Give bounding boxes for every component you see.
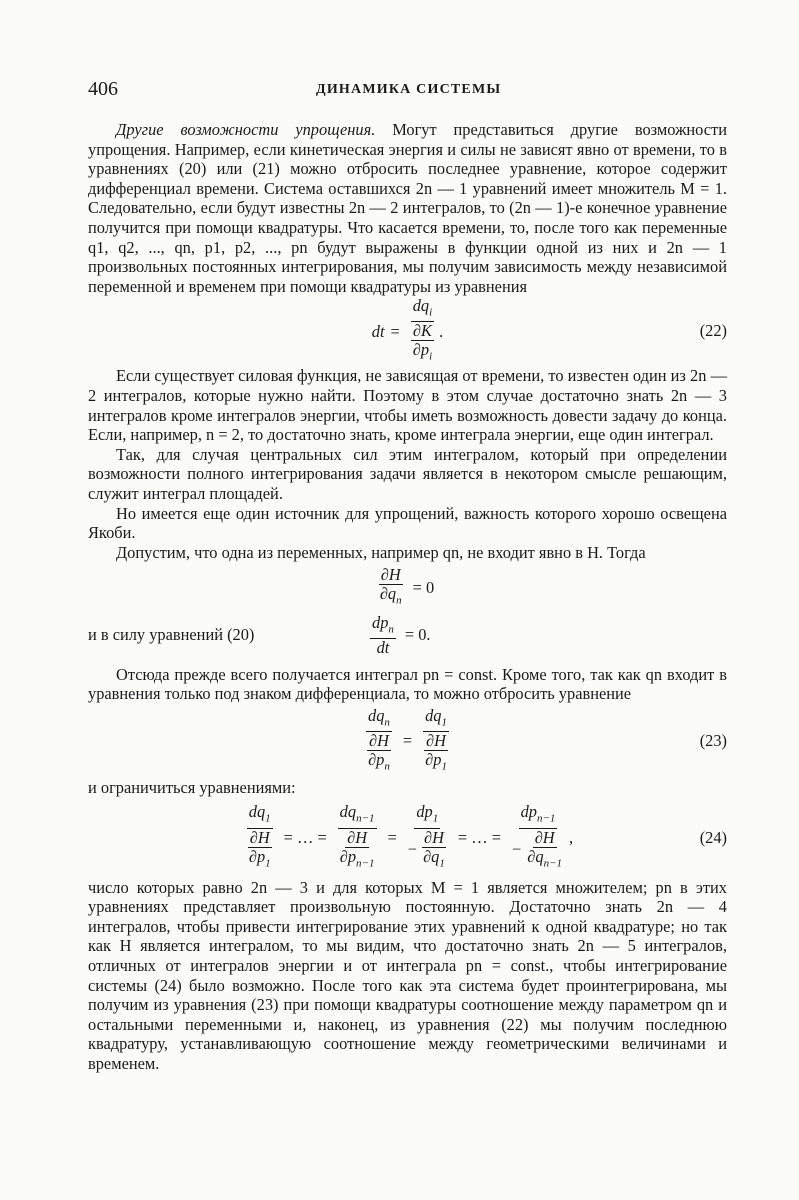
equation-dH-dqn: $\frac{\partial H}{\partial q_n}$ = 0 [379,565,435,607]
paragraph-4: Но имеется еще один источник для упрощений, важность которого хорошо освещена Якоби. [88,503,727,543]
paragraph-7: Отсюда прежде всего получается интеграл pn = const. Кроме того, так как qn входит в уравнения только под знаком дифференциала, то можно отбросить уравнение [88,664,727,704]
paragraph-2: Если существует силовая функция, не зависящая от времени, то известен один из 2n — 2 интегралов, которые нужно найти. Поэтому в этом случае достаточно знать 2n — 3 интегралов кроме интегралов энергии, чтобы иметь возможность довести задачу до конца. Если, например, n = 2, то достаточно знать, кроме интеграла энергии, еще один интеграл. [88,366,727,445]
equation-24: $\frac{dq_1}{\frac{\partial H}{\partial p_1}}$ = … = $\frac{dq_{n-1}}{\frac{\partial H}{\partial p_{n-1}}}$ = $dp_1$ − $\frac{\partial H}{\partial q_1}$ = … = $dp_{n-1}$ − $\frac{\partial H}{\partial q_{n-1}}$ , (24) [248,802,727,869]
page-body [88,120,727,1074]
page-number: 406 [88,78,118,100]
paragraph-lead: Другие возможности упрощения. [116,120,376,139]
equation-23: $\frac{dq_n}{\frac{\partial H}{\partial p_n}}$ = $\frac{dq_1}{\frac{\partial H}{\partial p_1}}$ (23) [368,705,727,773]
paragraph-8: и ограничиться уравнениями: [88,778,296,798]
equation-label: и в силу уравнений (20) [88,625,255,645]
paragraph-9: число которых равно 2n — 3 и для которых M = 1 является множителем; pn в этих уравнениях представляет произвольную постоянную. Достаточно знать 2n — 4 интегралов, чтобы привести интегрирование этих уравнений к одной квадратуре; но так как H является интегралом, то мы видим, что достаточно знать 2n — 5 интегралов, отличных от интегралов энергии и от интеграла pn = const., чтобы интегрирование системы (24) было возможно. После того как эта система будет проинтегрирована, мы получим из уравнения (23) при помощи квадратуры соотношение между параметром qn и остальными переменными и, наконец, из уравнения (22) мы получим последнюю квадратуру, устанавливающую соотношение между геометрическими величинами и временем. [88,877,727,1073]
equation-number: (22) [699,321,727,341]
equation-number: (24) [699,827,727,847]
equation-dpn-dt-row: и в силу уравнений (20) $\frac{dp_n}{dt}$ = 0. [88,612,431,657]
paragraph-5: Допустим, что одна из переменных, например qn, не входит явно в H. Тогда [116,542,646,562]
equation-22: dt = $\frac{dq_i}{\frac{\partial K}{\partial p_i}}$ . (22) [371,296,727,363]
equation-number: (23) [699,731,727,751]
running-title: ДИНАМИКА СИСТЕМЫ [316,82,502,97]
paragraph-1-text: Могут представиться другие возможности упрощения. Например, если кинетическая энергия и силы не зависят явно от времени, то в уравнениях (20) или (21) можно отбросить последнее уравнение, которое содержит дифференциал времени. Система оставшихся 2n — 1 уравнений имеет множитель M = 1. Следовательно, если будут известны 2n — 2 интегралов, то (2n — 1)-е конечное уравнение получится при помощи квадратуры. Что касается времени, то, после того как переменные q1, q2, ..., qn, p1, p2, ..., pn будут выражены в функции одной из них и 2n — 1 произвольных постоянных интегрирования, мы получим зависимость между независимой переменной и временем при помощи квадратуры из уравнения [88,120,727,296]
paragraph-1 [88,120,727,296]
paragraph-3: Так, для случая центральных сил этим интегралом, который при определении возможности полного интегрирования задачи является в некотором смысле решающим, служит интеграл площадей. [88,444,727,503]
page-header [88,78,727,102]
